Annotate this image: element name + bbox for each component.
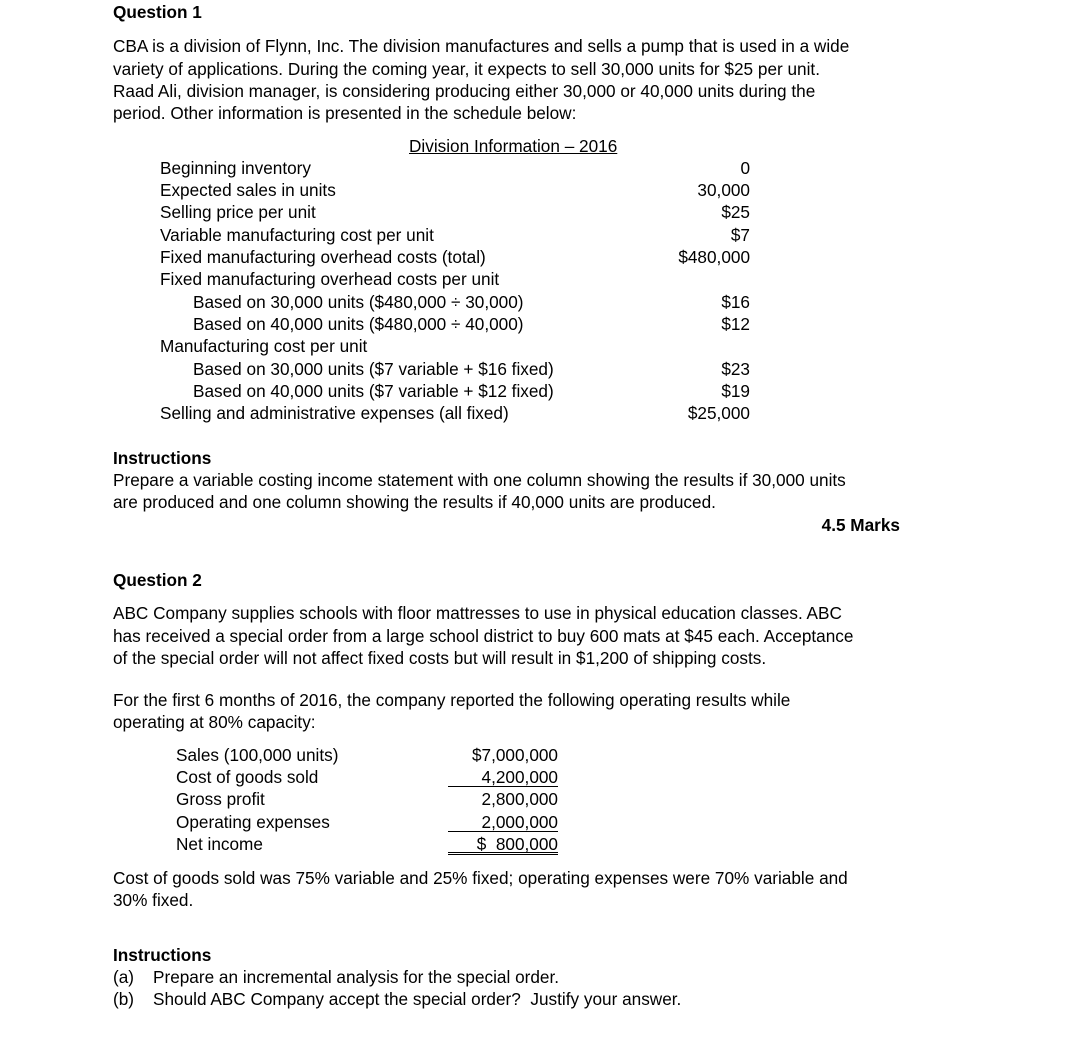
table-row <box>160 291 750 314</box>
marks-label: 4.5 Marks <box>821 515 900 535</box>
table-row <box>160 246 750 269</box>
list-item <box>113 966 559 989</box>
q2-results-line: operating at 80% capacity: <box>113 712 316 732</box>
table-row <box>160 157 750 180</box>
q2-instructions-heading: Instructions <box>113 945 212 965</box>
row-value: $16 <box>721 292 750 312</box>
list-marker: (a) <box>113 967 135 987</box>
row-label: Variable manufacturing cost per unit <box>160 225 434 245</box>
table-row <box>160 201 750 224</box>
q1-instructions-line: Prepare a variable costing income statement with one column showing the results if 30,000 units <box>113 470 846 490</box>
table-row <box>160 268 750 291</box>
q2-intro-line: has received a special order from a large school district to buy 600 mats at $45 each. Acceptance <box>113 626 854 646</box>
row-value: $25,000 <box>687 403 750 423</box>
statement-value: 2,000,000 <box>448 811 558 832</box>
row-value: $7 <box>730 225 750 245</box>
list-text: Should ABC Company accept the special order? Justify your answer. <box>153 989 682 1009</box>
row-label: Based on 30,000 units ($7 variable + $16 fixed) <box>193 359 554 379</box>
table-row <box>160 224 750 247</box>
row-value: $12 <box>721 314 750 334</box>
statement-label: Gross profit <box>176 789 265 809</box>
q2-results-line: For the first 6 months of 2016, the company reported the following operating results while <box>113 690 791 710</box>
row-label: Expected sales in units <box>160 180 336 200</box>
question-1-heading: Question 1 <box>113 2 202 22</box>
question-2-heading: Question 2 <box>113 570 202 590</box>
table-row <box>160 179 750 202</box>
row-value: $25 <box>721 202 750 222</box>
statement-value: $ 800,000 <box>448 833 558 855</box>
q2-intro-line: ABC Company supplies schools with floor mattresses to use in physical education classes. ABC <box>113 603 842 623</box>
table-row <box>160 402 750 425</box>
statement-label: Cost of goods sold <box>176 767 319 787</box>
row-label: Based on 30,000 units ($480,000 ÷ 30,000) <box>193 292 524 312</box>
statement-value: 4,200,000 <box>448 766 558 787</box>
row-value: 30,000 <box>697 180 750 200</box>
statement-label: Sales (100,000 units) <box>176 745 339 765</box>
row-label: Fixed manufacturing overhead costs per unit <box>160 269 500 289</box>
q1-intro-line: variety of applications. During the coming year, it expects to sell 30,000 units for $25 per unit. <box>113 59 820 79</box>
q1-intro-line: CBA is a division of Flynn, Inc. The division manufactures and sells a pump that is used in a wide <box>113 36 850 56</box>
row-label: Beginning inventory <box>160 158 311 178</box>
table-row <box>160 335 750 358</box>
table-row <box>160 313 750 336</box>
table-row <box>160 380 750 403</box>
statement-value: 2,800,000 <box>481 789 558 809</box>
q1-instructions-line: are produced and one column showing the results if 40,000 units are produced. <box>113 492 716 512</box>
statement-label: Net income <box>176 834 263 854</box>
row-label: Selling and administrative expenses (all fixed) <box>160 403 509 423</box>
row-label: Based on 40,000 units ($480,000 ÷ 40,000) <box>193 314 524 334</box>
table-title: Division Information – 2016 <box>409 136 618 156</box>
q1-intro-line: Raad Ali, division manager, is considering producing either 30,000 or 40,000 units during the <box>113 81 816 101</box>
row-label: Selling price per unit <box>160 202 316 222</box>
row-value: $23 <box>721 359 750 379</box>
row-label: Based on 40,000 units ($7 variable + $12 fixed) <box>193 381 554 401</box>
q2-cost-note-line: Cost of goods sold was 75% variable and 25% fixed; operating expenses were 70% variable and <box>113 868 848 888</box>
list-item <box>113 988 681 1011</box>
list-marker: (b) <box>113 989 135 1009</box>
row-value: $480,000 <box>678 247 750 267</box>
list-text: Prepare an incremental analysis for the special order. <box>153 967 560 987</box>
row-label: Fixed manufacturing overhead costs (total) <box>160 247 486 267</box>
table-row <box>160 358 750 381</box>
row-label: Manufacturing cost per unit <box>160 336 368 356</box>
q2-cost-note-line: 30% fixed. <box>113 890 194 910</box>
statement-value: $7,000,000 <box>471 745 558 765</box>
row-value: $19 <box>721 381 750 401</box>
statement-label: Operating expenses <box>176 812 330 832</box>
q1-instructions-heading: Instructions <box>113 448 212 468</box>
q2-intro-line: of the special order will not affect fixed costs but will result in $1,200 of shipping costs. <box>113 648 767 668</box>
q1-intro-line: period. Other information is presented in the schedule below: <box>113 103 577 123</box>
row-value: 0 <box>740 158 750 178</box>
